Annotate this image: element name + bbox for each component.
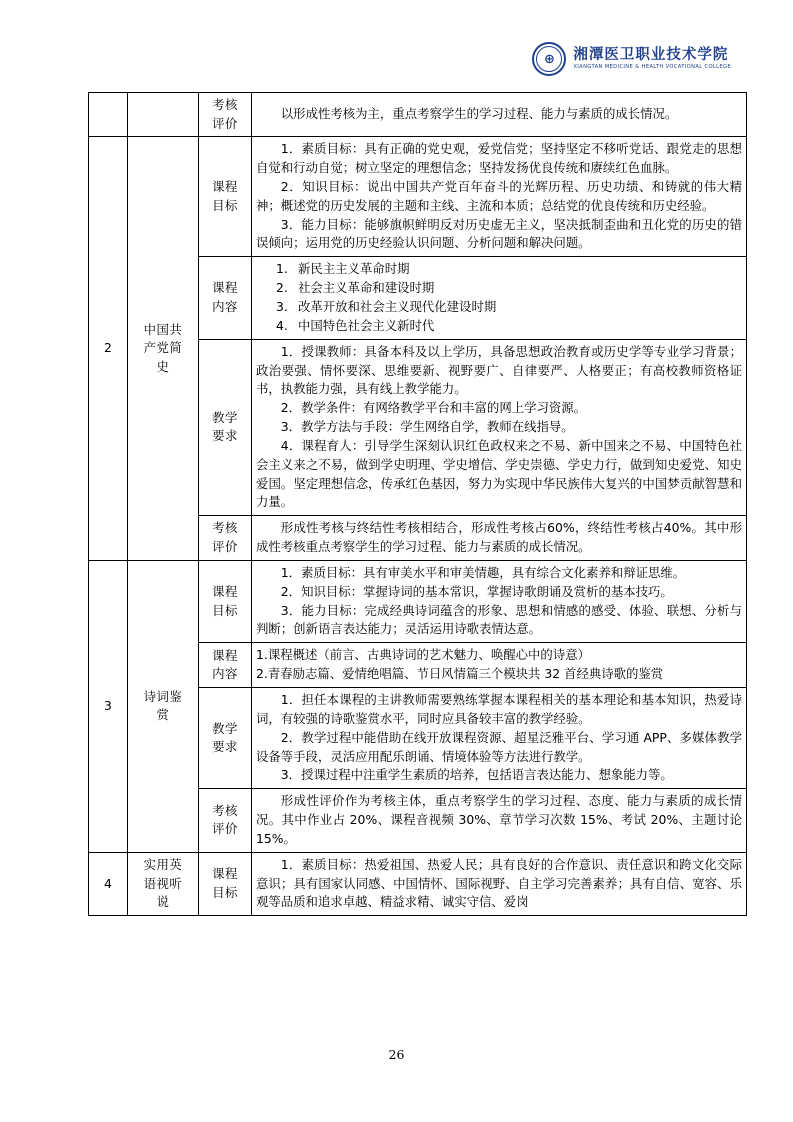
content-paragraph: 1．素质目标：具有正确的党史观，爱党信党；坚持坚定不移听党话、跟党走的思想自觉和行动自觉；树立坚定的理想信念；坚持发扬优良传统和赓续红色血脉。 (256, 141, 742, 176)
course-name-line: 中国共 (143, 321, 183, 337)
content-paragraph: 1．素质目标：热爱祖国、热爱人民；具有良好的合作意识、责任意识和跨文化交际意识；具有国家认同感、中国情怀、国际视野、自主学习完善素养；具有自信、宽容、乐观等品质和追求卓越、精益求精、诚实守信、爱岗 (256, 856, 742, 910)
content-paragraph: 2.青春励志篇、爱情绝唱篇、节日风情篇三个模块共 32 首经典诗歌的鉴赏 (256, 666, 664, 682)
row-label-objectives (199, 137, 252, 257)
seal-glyph: ⊕ (543, 51, 555, 67)
list-marker: 1. (276, 261, 288, 277)
course-name-line: 产党简 (143, 340, 183, 356)
list-marker: 2. (276, 280, 288, 296)
label-line: 要求 (212, 739, 238, 755)
content-paragraph: 1．素质目标：具有审美水平和审美情趣，具有综合文化素养和辩证思维。 (280, 564, 686, 580)
label-line: 评价 (212, 821, 238, 837)
label-line: 课程 (212, 866, 238, 882)
row-number-cell: 2 (89, 137, 128, 561)
label-line: 考核 (212, 97, 238, 112)
row-number-cell: 3 (89, 560, 128, 852)
content-list-item (256, 279, 742, 298)
row-label-assessment (199, 93, 252, 137)
college-seal-icon (532, 42, 566, 76)
row-content-cell (252, 789, 747, 853)
label-line: 课程 (212, 584, 238, 600)
label-line: 目标 (212, 197, 238, 213)
list-text: 新民主主义革命时期 (298, 261, 410, 277)
content-list-item (256, 317, 742, 336)
course-name-line: 史 (156, 358, 170, 374)
content-paragraph: 2．教学条件：有网络教学平台和丰富的网上学习资源。 (280, 400, 587, 416)
row-label-objectives (199, 852, 252, 916)
row-content-cell (252, 257, 747, 339)
college-name-cn: 湘潭医卫职业技术学院 (573, 45, 729, 63)
row-number-cell: 4 (89, 852, 128, 916)
row-label-objectives (199, 560, 252, 642)
college-logo-text (573, 47, 731, 72)
content-paragraph: 3．授课过程中注重学生素质的培养，包括语言表达能力、想象能力等。 (280, 767, 673, 783)
course-name-line: 诗词鉴 (143, 688, 183, 704)
label-line: 教学 (212, 720, 238, 736)
label-line: 课程 (212, 179, 238, 195)
label-line: 课程 (212, 280, 238, 296)
course-name-line: 说 (156, 894, 170, 910)
row-label-content (199, 257, 252, 339)
label-line: 内容 (212, 666, 238, 682)
content-paragraph: 形成性考核与终结性考核相结合，形成性考核占60%，终结性考核占40%。其中形成性考核重点考察学生的学习过程、能力与素质的成长情况。 (256, 520, 742, 555)
course-table-wrapper (88, 92, 742, 916)
table-row (89, 852, 747, 916)
row-content-cell (252, 643, 747, 688)
content-paragraph: 1．担任本课程的主讲教师需要熟练掌握本课程相关的基本理论和基本知识，热爱诗词，有较强的诗歌鉴赏水平，同时应具备较丰富的教学经验。 (256, 692, 742, 726)
content-paragraph: 1．授课教师：具备本科及以上学历，具备思想政治教育或历史学等专业学习背景；政治要强、情怀要深、思维要新、视野要广、自律要严、人格要正；有高校教师资格证书，执教能力强，具有线上教学能力。 (256, 343, 742, 397)
content-paragraph: 形成性评价作为考核主体，重点考察学生的学习过程、态度、能力与素质的成长情况。其中作业占 20%、课程音视频 30%、章节学习次数 15%、考试 20%、主题讨论 15%。 (256, 793, 742, 846)
content-paragraph: 以形成性考核为主，重点考察学生的学习过程、能力与素质的成长情况。 (280, 106, 678, 122)
list-marker: 3. (276, 298, 288, 314)
row-label-teaching-requirements (199, 339, 252, 516)
content-paragraph: 1.课程概述（前言、古典诗词的艺术魅力、唤醒心中的诗意） (256, 647, 590, 663)
course-name-line: 语视听 (143, 875, 183, 891)
row-content-cell (252, 688, 747, 789)
content-list-item (256, 260, 742, 279)
content-paragraph: 4．课程育人：引导学生深刻认识红色政权来之不易、新中国来之不易、中国特色社会主义来之不易，做到学史明理、学史增信、学史崇德、学史力行，做到知史爱党、知史爱国。坚定理想信念，传承红色基因，努力为实现中华民族伟大复兴的中国梦贡献智慧和力量。 (256, 437, 742, 510)
course-name-cell (128, 93, 199, 137)
table-row (89, 137, 747, 257)
label-line: 考核 (212, 520, 238, 536)
row-label-assessment (199, 789, 252, 853)
row-content-cell (252, 339, 747, 516)
content-paragraph: 2．教学过程中能借助在线开放课程资源、超星泛雅平台、学习通 APP、多媒体教学设备等手段，灵活应用配乐朗诵、情境体验等方法进行教学。 (256, 729, 742, 764)
label-line: 内容 (212, 298, 238, 314)
course-table-body (89, 93, 747, 916)
label-line: 评价 (212, 115, 238, 131)
course-name-line: 实用英 (143, 857, 183, 873)
label-line: 目标 (212, 885, 238, 901)
course-name-cell (128, 560, 199, 852)
content-paragraph: 2．知识目标：掌握诗词的基本常识，掌握诗歌朗诵及赏析的基本技巧。 (280, 583, 673, 599)
row-content-cell (252, 560, 747, 642)
page-number: 26 (388, 1047, 405, 1062)
row-label-teaching-requirements (199, 688, 252, 789)
course-name-line: 赏 (156, 707, 170, 723)
row-number-cell (89, 93, 128, 137)
label-line: 教学 (212, 409, 238, 425)
table-row (89, 93, 747, 137)
list-text: 中国特色社会主义新时代 (298, 317, 435, 333)
row-content-cell (252, 516, 747, 561)
content-paragraph: 2．知识目标：说出中国共产党百年奋斗的光辉历程、历史功绩、和铸就的伟大精神；概述党的历史发展的主题和主线、主流和本质；总结党的优良传统和历史经验。 (256, 178, 742, 213)
content-list-item (256, 298, 742, 317)
row-label-content (199, 643, 252, 688)
content-paragraph: 3．能力目标：完成经典诗词蕴含的形象、思想和情感的感受、体验、联想、分析与判断；创新语言表达能力；灵活运用诗歌表情达意。 (256, 602, 742, 637)
college-name-en: XIANGTAN MEDICINE & HEALTH VOCATIONAL COLLEGE (573, 64, 731, 71)
row-content-cell (252, 137, 747, 257)
content-paragraph: 3．教学方法与手段：学生网络自学，教师在线指导。 (280, 419, 574, 435)
row-content-cell (252, 93, 747, 137)
table-row (89, 560, 747, 642)
row-label-assessment (199, 516, 252, 561)
row-content-cell (252, 852, 747, 916)
list-text: 社会主义革命和建设时期 (298, 280, 435, 296)
course-name-cell (128, 852, 199, 916)
course-table (88, 92, 747, 916)
label-line: 课程 (212, 647, 238, 663)
course-name-cell (128, 137, 199, 561)
list-marker: 4. (276, 317, 288, 333)
label-line: 要求 (212, 428, 238, 444)
content-paragraph: 3．能力目标：能够旗帜鲜明反对历史虚无主义，坚决抵制歪曲和丑化党的历史的错误倾向；运用党的历史经验认识问题、分析问题和解决问题。 (256, 216, 742, 251)
list-text: 改革开放和社会主义现代化建设时期 (298, 298, 497, 314)
label-line: 考核 (212, 802, 238, 818)
college-logo (532, 42, 731, 76)
label-line: 评价 (212, 539, 238, 555)
label-line: 目标 (212, 602, 238, 618)
